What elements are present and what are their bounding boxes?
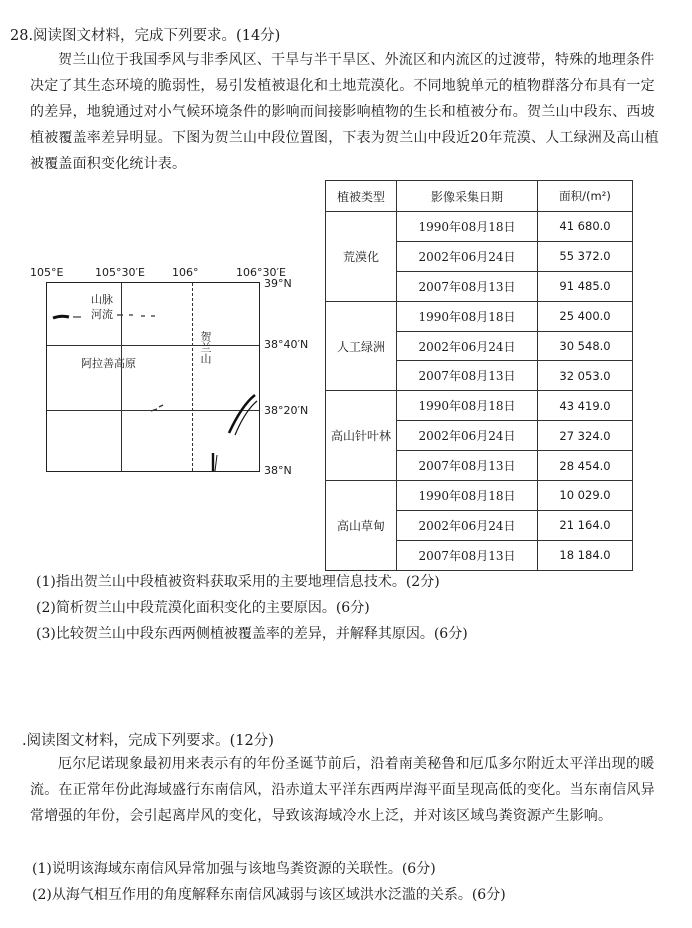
- mountain-legend-symbol: [53, 316, 69, 318]
- lat-label-39n: 39°N: [264, 277, 292, 290]
- date-cell: 2007年08月13日: [397, 540, 538, 570]
- question-28-2: (2)简析贺兰山中段荒漠化面积变化的主要原因。(6分): [36, 600, 370, 616]
- question-28-material: 贺兰山位于我国季风与非季风区、干旱与半干旱区、外流区和内流区的过渡带，特殊的地理条件决定了其生态环境的脆弱性，易引发植被退化和土地荒漠化。不同地貌单元的植物群落分布具有一定的差异，地貌通过对小气候环境条件的影响而间接影响植物的生长和植被分布。贺兰山中段东、西坡植被覆盖率差异明显。下图为贺兰山中段位置图，下表为贺兰山中段近20年荒漠、人工绿洲及高山植被覆盖面积变化统计表。: [30, 52, 659, 172]
- date-cell: 2007年08月13日: [397, 451, 538, 481]
- area-cell: 27 324.0: [538, 421, 633, 451]
- question-29-title: .阅读图文材料，完成下列要求。(12分): [22, 733, 274, 749]
- veg-type-cell: 高山草甸: [326, 481, 397, 571]
- area-cell: 18 184.0: [538, 540, 633, 570]
- date-cell: 2007年08月13日: [397, 361, 538, 391]
- lon-label-105e: 105°E: [30, 266, 64, 279]
- header-area: 面积/(m²): [538, 181, 633, 212]
- veg-type-cell: 高山针叶林: [326, 391, 397, 481]
- date-cell: 1990年08月18日: [397, 212, 538, 242]
- header-veg-type: 植被类型: [326, 181, 397, 212]
- area-cell: 30 548.0: [538, 331, 633, 361]
- area-cell: 32 053.0: [538, 361, 633, 391]
- lat-label-38n: 38°N: [264, 464, 292, 477]
- date-cell: 2007年08月13日: [397, 271, 538, 301]
- date-cell: 1990年08月18日: [397, 301, 538, 331]
- table-row: [326, 301, 633, 331]
- legend-river-label: 河流: [91, 308, 113, 321]
- lon-label-105-30e: 105°30′E: [95, 266, 145, 279]
- question-29-1: (1)说明该海域东南信风异常加强与该地鸟粪资源的关联性。(6分): [32, 861, 436, 877]
- map-frame: [46, 282, 260, 472]
- area-cell: 25 400.0: [538, 301, 633, 331]
- date-cell: 2002年06月24日: [397, 421, 538, 451]
- lon-label-106-30e: 106°30′E: [236, 266, 286, 279]
- area-cell: 41 680.0: [538, 212, 633, 242]
- area-cell: 55 372.0: [538, 241, 633, 271]
- question-28-3: (3)比较贺兰山中段东西两侧植被覆盖率的差异，并解释其原因。(6分): [36, 626, 468, 642]
- veg-type-cell: 人工绿洲: [326, 301, 397, 391]
- date-cell: 2002年06月24日: [397, 331, 538, 361]
- question-29-2: (2)从海气相互作用的角度解释东南信风减弱与该区域洪水泛滥的关系。(6分): [32, 887, 506, 903]
- area-cell: 10 029.0: [538, 481, 633, 511]
- table-row: [326, 481, 633, 511]
- date-cell: 2002年06月24日: [397, 510, 538, 540]
- header-date: 影像采集日期: [397, 181, 538, 212]
- table-row: [326, 212, 633, 242]
- veg-type-cell: 荒漠化: [326, 212, 397, 302]
- helan-mountain-label: 贺兰山: [199, 331, 212, 364]
- date-cell: 2002年06月24日: [397, 241, 538, 271]
- table-row: [326, 391, 633, 421]
- question-28-title: 28.阅读图文材料，完成下列要求。(14分): [10, 28, 281, 44]
- lat-label-38-40n: 38°40′N: [264, 338, 309, 351]
- area-cell: 91 485.0: [538, 271, 633, 301]
- table-header-row: [326, 181, 633, 212]
- mountain-ridge: [213, 395, 257, 471]
- date-cell: 1990年08月18日: [397, 481, 538, 511]
- alxa-plateau-label: 阿拉善高原: [81, 357, 136, 370]
- area-cell: 43 419.0: [538, 391, 633, 421]
- lat-label-38-20n: 38°20′N: [264, 404, 309, 417]
- vegetation-area-table: [325, 180, 633, 571]
- question-28-1: (1)指出贺兰山中段植被资料获取采用的主要地理信息技术。(2分): [36, 574, 440, 590]
- map-features: [47, 283, 259, 471]
- area-cell: 21 164.0: [538, 510, 633, 540]
- question-29-material: 厄尔尼诺现象最初用来表示有的年份圣诞节前后，沿着南美秘鲁和厄瓜多尔附近太平洋出现的暖流。在正常年份此海域盛行东南信风，沿赤道太平洋东西两岸海平面呈现高低的变化。当东南信风异常增强的年份，会引起离岸风的变化，导致该海域冷水上泛，并对该区域鸟粪资源产生影响。: [30, 756, 655, 824]
- legend-mountain-label: 山脉: [91, 293, 113, 306]
- lon-label-106e: 106°: [172, 266, 199, 279]
- date-cell: 1990年08月18日: [397, 391, 538, 421]
- area-cell: 28 454.0: [538, 451, 633, 481]
